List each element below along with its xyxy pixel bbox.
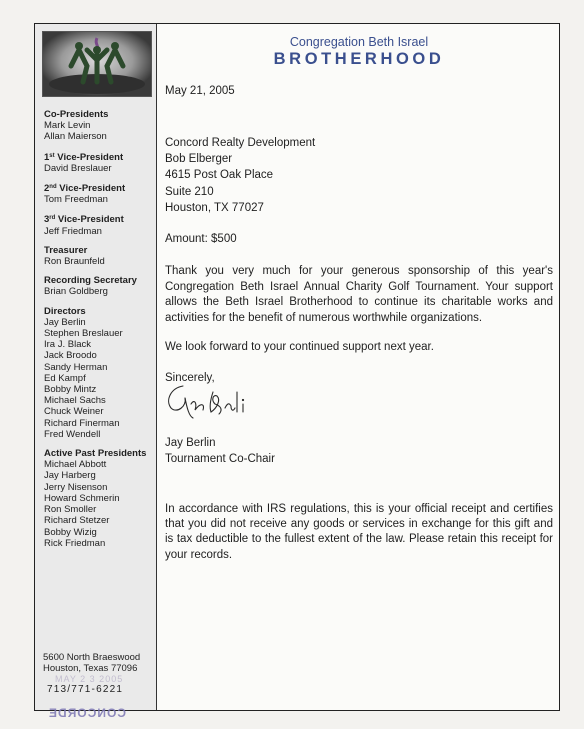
irs-receipt-paragraph: In accordance with IRS regulations, this is your official receipt and certifies that you did not receive any goods or services in exchange for this gift and is tax deductible to the fullest extent of the law. Please retain this receipt for your records. bbox=[165, 503, 553, 561]
officer-title-rest: Vice-President bbox=[55, 214, 124, 226]
officer-title-text: Directors bbox=[44, 305, 86, 317]
officer-name: David Breslauer bbox=[44, 162, 112, 174]
officer-group-title bbox=[44, 182, 156, 194]
officer-name: Rick Friedman bbox=[44, 537, 106, 549]
officer-group-title bbox=[44, 213, 156, 225]
officer-name: Ron Braunfeld bbox=[44, 256, 105, 268]
officer-group-title bbox=[44, 245, 156, 256]
officer-name: Allan Maierson bbox=[44, 131, 107, 143]
thank-you-paragraph: Thank you very much for your generous sponsorship of this year's Congregation Beth Israel Annual Charity Golf Tournament. Your support allows the Beth Israel Brotherhood to continue its charitable works and activities for the benefit of numerous worthwhile organizations. bbox=[165, 265, 553, 324]
officer-group bbox=[44, 275, 156, 297]
officer-title-rest: Vice-President bbox=[56, 183, 126, 195]
officer-group-title bbox=[44, 275, 156, 286]
logo-figures-icon bbox=[43, 32, 151, 96]
officer-title-text: Co-Presidents bbox=[44, 109, 109, 120]
recipient-line: 4615 Post Oak Place bbox=[165, 169, 274, 182]
officer-name: Michael Abbott bbox=[44, 459, 107, 471]
officer-name: Ed Kampf bbox=[44, 372, 86, 384]
handwritten-signature bbox=[161, 378, 271, 424]
org-name: Congregation Beth Israel bbox=[289, 35, 429, 49]
officer-name: Richard Stetzer bbox=[44, 515, 110, 527]
officer-name: Richard Finerman bbox=[44, 417, 120, 429]
officer-name: Brian Goldberg bbox=[44, 286, 108, 298]
officer-name: Mark Levin bbox=[44, 120, 91, 132]
ordinal-suffix: rd bbox=[49, 215, 56, 222]
officer-name: Jerry Nisenson bbox=[44, 481, 108, 493]
ordinal-suffix: nd bbox=[49, 184, 57, 191]
brotherhood-logo bbox=[42, 31, 152, 97]
officer-name: Ira J. Black bbox=[44, 339, 91, 351]
letterhead-frame bbox=[34, 23, 560, 711]
closing-paragraph: We look forward to your continued support next year. bbox=[165, 341, 434, 353]
recipient-block bbox=[165, 135, 315, 216]
company-stamp: CONCORDE bbox=[48, 706, 127, 720]
officer-list bbox=[44, 109, 156, 557]
officer-group bbox=[44, 448, 156, 549]
officer-group bbox=[44, 306, 156, 440]
officers-sidebar bbox=[35, 24, 157, 710]
officer-name: Michael Sachs bbox=[44, 395, 106, 407]
officer-name: Jack Broodo bbox=[44, 350, 97, 362]
letter-date: May 21, 2005 bbox=[165, 85, 235, 97]
signer-title: Tournament Co-Chair bbox=[165, 453, 275, 466]
recipient-line: Houston, TX 77027 bbox=[165, 201, 264, 214]
letterhead-header bbox=[157, 35, 561, 69]
officer-title-text: 2 bbox=[44, 183, 50, 195]
officer-name: Jeff Friedman bbox=[44, 225, 102, 237]
officer-group bbox=[44, 182, 156, 205]
officer-group bbox=[44, 109, 156, 143]
phone-number: 713/771-6221 bbox=[47, 684, 124, 695]
officer-title-text: Treasurer bbox=[44, 244, 88, 256]
officer-group bbox=[44, 151, 156, 174]
officer-name: Tom Freedman bbox=[44, 194, 108, 206]
recipient-line: Suite 210 bbox=[165, 185, 214, 198]
officer-name: Bobby Wizig bbox=[44, 526, 97, 538]
closing-salutation: Sincerely, bbox=[165, 372, 215, 384]
officer-title-text: 1 bbox=[44, 151, 50, 163]
officer-name: Ron Smoller bbox=[44, 504, 97, 516]
signer-block bbox=[165, 435, 275, 467]
officer-group-title bbox=[44, 306, 156, 317]
officer-name: Stephen Breslauer bbox=[44, 328, 123, 340]
signer-name: Jay Berlin bbox=[165, 437, 216, 449]
officer-name: Fred Wendell bbox=[44, 428, 101, 440]
officer-title-text: Recording Secretary bbox=[44, 275, 137, 287]
officer-group bbox=[44, 213, 156, 236]
officer-name: Jay Harberg bbox=[44, 470, 96, 482]
officer-group bbox=[44, 245, 156, 267]
officer-name: Howard Schmerin bbox=[44, 492, 120, 504]
officer-name: Chuck Weiner bbox=[44, 406, 104, 418]
brand-title: BROTHERHOOD bbox=[273, 50, 445, 68]
recipient-line: Bob Elberger bbox=[165, 153, 233, 166]
donation-amount: Amount: $500 bbox=[165, 233, 237, 245]
officer-group-title bbox=[44, 151, 156, 163]
officer-title-text: Active Past Presidents bbox=[44, 448, 147, 460]
officer-title-rest: Vice-President bbox=[54, 151, 124, 163]
officer-name: Sandy Herman bbox=[44, 361, 108, 373]
address-line-1: 5600 North Braeswood bbox=[43, 652, 141, 663]
officer-group-title bbox=[44, 109, 156, 120]
recipient-line: Concord Realty Development bbox=[165, 137, 316, 149]
officer-name: Bobby Mintz bbox=[44, 384, 97, 396]
officer-group-title bbox=[44, 448, 156, 459]
address-line-2: Houston, Texas 77096 bbox=[43, 663, 138, 674]
officer-title-text: 3 bbox=[44, 214, 50, 226]
received-stamp: MAY 2 3 2005 bbox=[55, 674, 124, 684]
ordinal-suffix: st bbox=[49, 152, 55, 159]
officer-name: Jay Berlin bbox=[44, 316, 86, 328]
mailing-address bbox=[43, 652, 140, 674]
